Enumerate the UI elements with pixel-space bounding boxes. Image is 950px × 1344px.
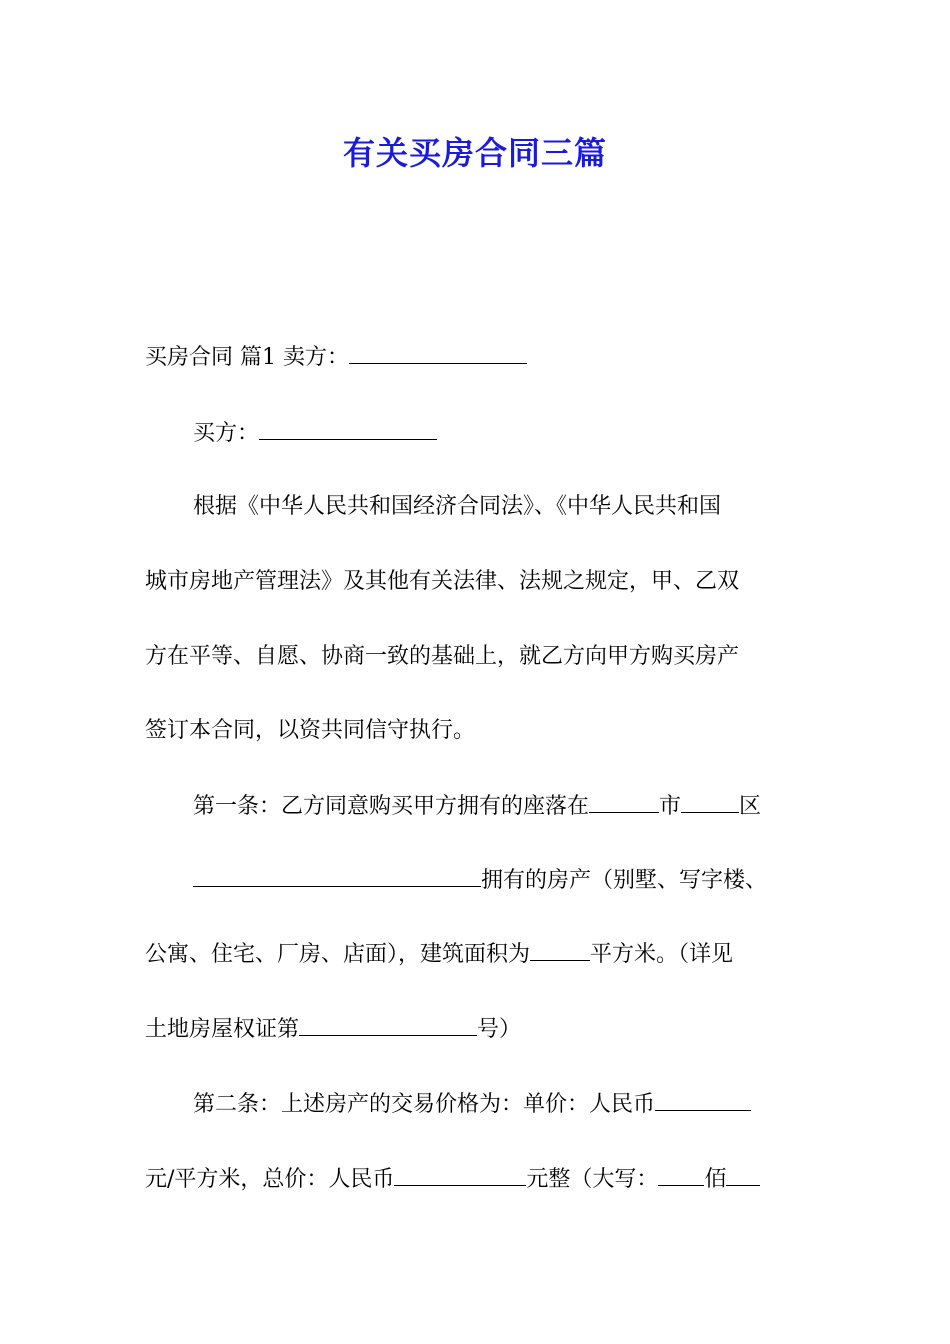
blank-underline [658,1165,704,1186]
text-segment: 买方： [193,421,260,446]
text-line [193,419,863,449]
text-line [145,567,815,597]
text-segment: 元/平方米，总价：人民币 [145,1167,395,1192]
blank-underline [530,940,590,961]
text-line [193,1090,863,1120]
document-title: 有关买房合同三篇 [342,134,607,172]
text-segment: 号） [477,1017,522,1042]
text-segment: 区 [739,794,762,819]
text-segment: 佰 [704,1167,727,1192]
text-line [193,492,863,522]
blank-underline [193,866,481,887]
blank-underline [349,343,527,364]
blank-underline [681,792,739,813]
text-line [145,1165,815,1195]
text-line [145,716,815,746]
blank-underline [259,419,437,440]
text-line [145,1015,815,1045]
text-segment: 市 [659,794,682,819]
blank-underline [726,1165,760,1186]
blank-underline [655,1090,751,1111]
blank-underline [394,1165,526,1186]
text-segment: 根据《中华人民共和国经济合同法》、《中华人民共和国 [193,494,722,519]
text-segment: 第一条：乙方同意购买甲方拥有的座落在 [193,794,590,819]
text-line [193,792,863,822]
text-line [145,642,815,672]
text-segment: 公寓、住宅、厂房、店面），建筑面积为 [145,942,531,967]
text-segment: 第二条：上述房产的交易价格为：单价：人民币 [193,1092,656,1117]
text-line [145,343,815,373]
text-line [145,940,815,970]
text-segment: 平方米。（详见 [590,942,734,967]
text-segment: 买房合同 篇1 卖方： [145,345,349,370]
blank-underline [299,1015,477,1036]
text-segment: 方在平等、自愿、协商一致的基础上，就乙方向甲方购买房产 [145,644,740,669]
text-segment: 元整（大写： [526,1167,659,1192]
blank-underline [589,792,659,813]
text-segment: 城市房地产管理法》及其他有关法律、法规之规定，甲、乙双 [145,569,740,594]
text-segment: 拥有的房产（别墅、写字楼、 [481,868,768,893]
text-segment: 签订本合同，以资共同信守执行。 [145,718,476,743]
text-segment: 土地房屋权证第 [145,1017,300,1042]
text-line [193,866,863,896]
